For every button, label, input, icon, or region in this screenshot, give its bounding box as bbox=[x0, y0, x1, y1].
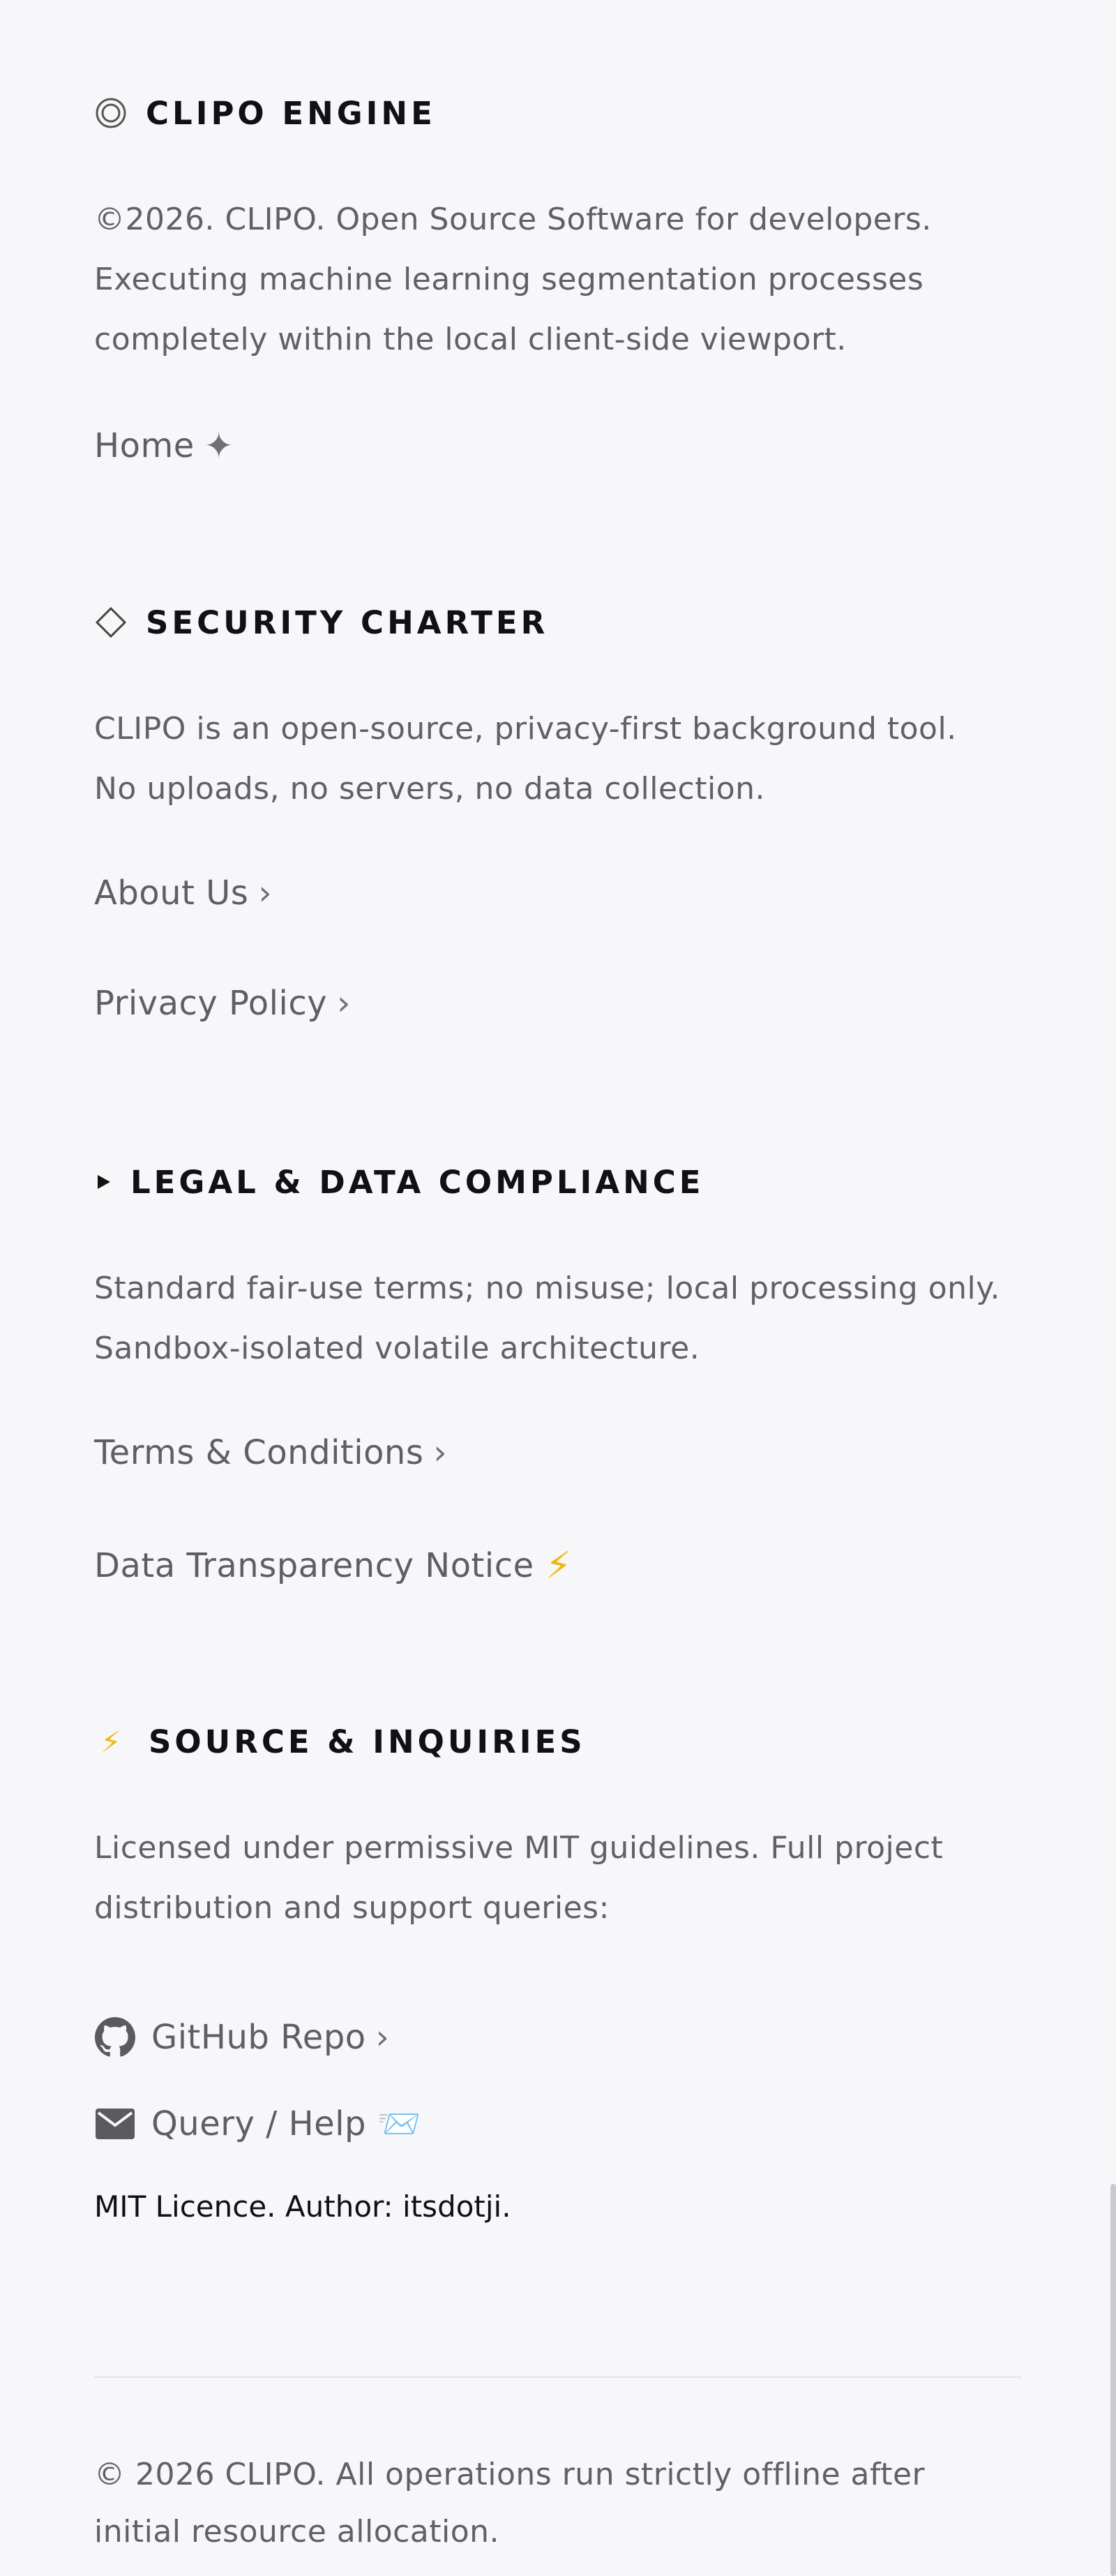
security-title: SECURITY CHARTER bbox=[146, 604, 549, 641]
chevron-right-icon: › bbox=[258, 874, 273, 913]
about-us-link[interactable] bbox=[94, 874, 272, 913]
copyright-line: initial resource allocation. bbox=[94, 2514, 500, 2549]
legal-description bbox=[94, 1259, 1022, 1379]
engine-section bbox=[94, 92, 1022, 134]
github-repo-label: GitHub Repo bbox=[151, 2018, 366, 2057]
about-us-label: About Us bbox=[94, 874, 249, 913]
envelope-icon bbox=[94, 2103, 136, 2145]
diamond-outline-icon bbox=[94, 606, 128, 639]
source-line: distribution and support queries: bbox=[94, 1890, 610, 1926]
lightning-icon: ⚡ bbox=[545, 1543, 573, 1587]
triangle-right-icon bbox=[94, 1165, 114, 1199]
security-section bbox=[94, 601, 1022, 643]
query-help-label: Query / Help bbox=[151, 2104, 366, 2143]
legal-line: Standard fair-use terms; no misuse; local processing only. bbox=[94, 1271, 1000, 1306]
home-link-label: Home bbox=[94, 426, 195, 465]
github-repo-link[interactable] bbox=[94, 2016, 389, 2058]
legal-heading bbox=[94, 1161, 1022, 1203]
legal-section bbox=[94, 1161, 1022, 1203]
engine-line: Executing machine learning segmentation processes bbox=[94, 262, 924, 297]
chevron-right-icon: › bbox=[337, 984, 351, 1023]
scrollbar-thumb[interactable] bbox=[1110, 2184, 1116, 2576]
security-description bbox=[94, 699, 1022, 819]
engine-description bbox=[94, 190, 1022, 370]
chevron-right-icon: › bbox=[433, 1433, 448, 1472]
concentric-circle-icon bbox=[94, 96, 128, 130]
privacy-policy-link[interactable] bbox=[94, 984, 351, 1023]
data-transparency-label: Data Transparency Notice bbox=[94, 1545, 534, 1585]
legal-line: Sandbox-isolated volatile architecture. bbox=[94, 1331, 700, 1366]
source-description bbox=[94, 1818, 1022, 1938]
footer-divider bbox=[94, 2376, 1022, 2378]
terms-conditions-label: Terms & Conditions bbox=[94, 1433, 424, 1472]
source-title: SOURCE & INQUIRIES bbox=[149, 1723, 586, 1760]
copyright-line: © 2026 CLIPO. All operations run strictly offline after bbox=[94, 2457, 926, 2492]
security-heading bbox=[94, 601, 1022, 643]
incoming-envelope-icon: 📨 bbox=[377, 2103, 421, 2144]
privacy-policy-label: Privacy Policy bbox=[94, 984, 328, 1023]
github-icon bbox=[94, 2016, 136, 2058]
data-transparency-link[interactable] bbox=[94, 1543, 572, 1587]
security-line: CLIPO is an open-source, privacy-first background tool. bbox=[94, 711, 957, 747]
author-credit: MIT Licence. Author: itsdotji. bbox=[94, 2189, 511, 2224]
source-line: Licensed under permissive MIT guidelines. Full project bbox=[94, 1830, 944, 1866]
source-section bbox=[94, 1721, 1022, 1762]
engine-line: completely within the local client-side viewport. bbox=[94, 322, 847, 357]
engine-title: CLIPO ENGINE bbox=[146, 94, 436, 132]
engine-heading bbox=[94, 92, 1022, 134]
copyright-footer bbox=[94, 2446, 1022, 2561]
sparkle-icon: ✦ bbox=[204, 426, 234, 466]
source-heading bbox=[94, 1721, 1022, 1762]
security-line: No uploads, no servers, no data collection. bbox=[94, 771, 766, 807]
terms-conditions-link[interactable] bbox=[94, 1433, 447, 1472]
query-help-link[interactable] bbox=[94, 2103, 421, 2145]
chevron-right-icon: › bbox=[375, 2018, 390, 2057]
home-link[interactable] bbox=[94, 426, 234, 466]
legal-title: LEGAL & DATA COMPLIANCE bbox=[130, 1163, 704, 1201]
lightning-icon: ⚡ bbox=[100, 1724, 121, 1759]
engine-line: ©2026. CLIPO. Open Source Software for developers. bbox=[94, 202, 932, 237]
